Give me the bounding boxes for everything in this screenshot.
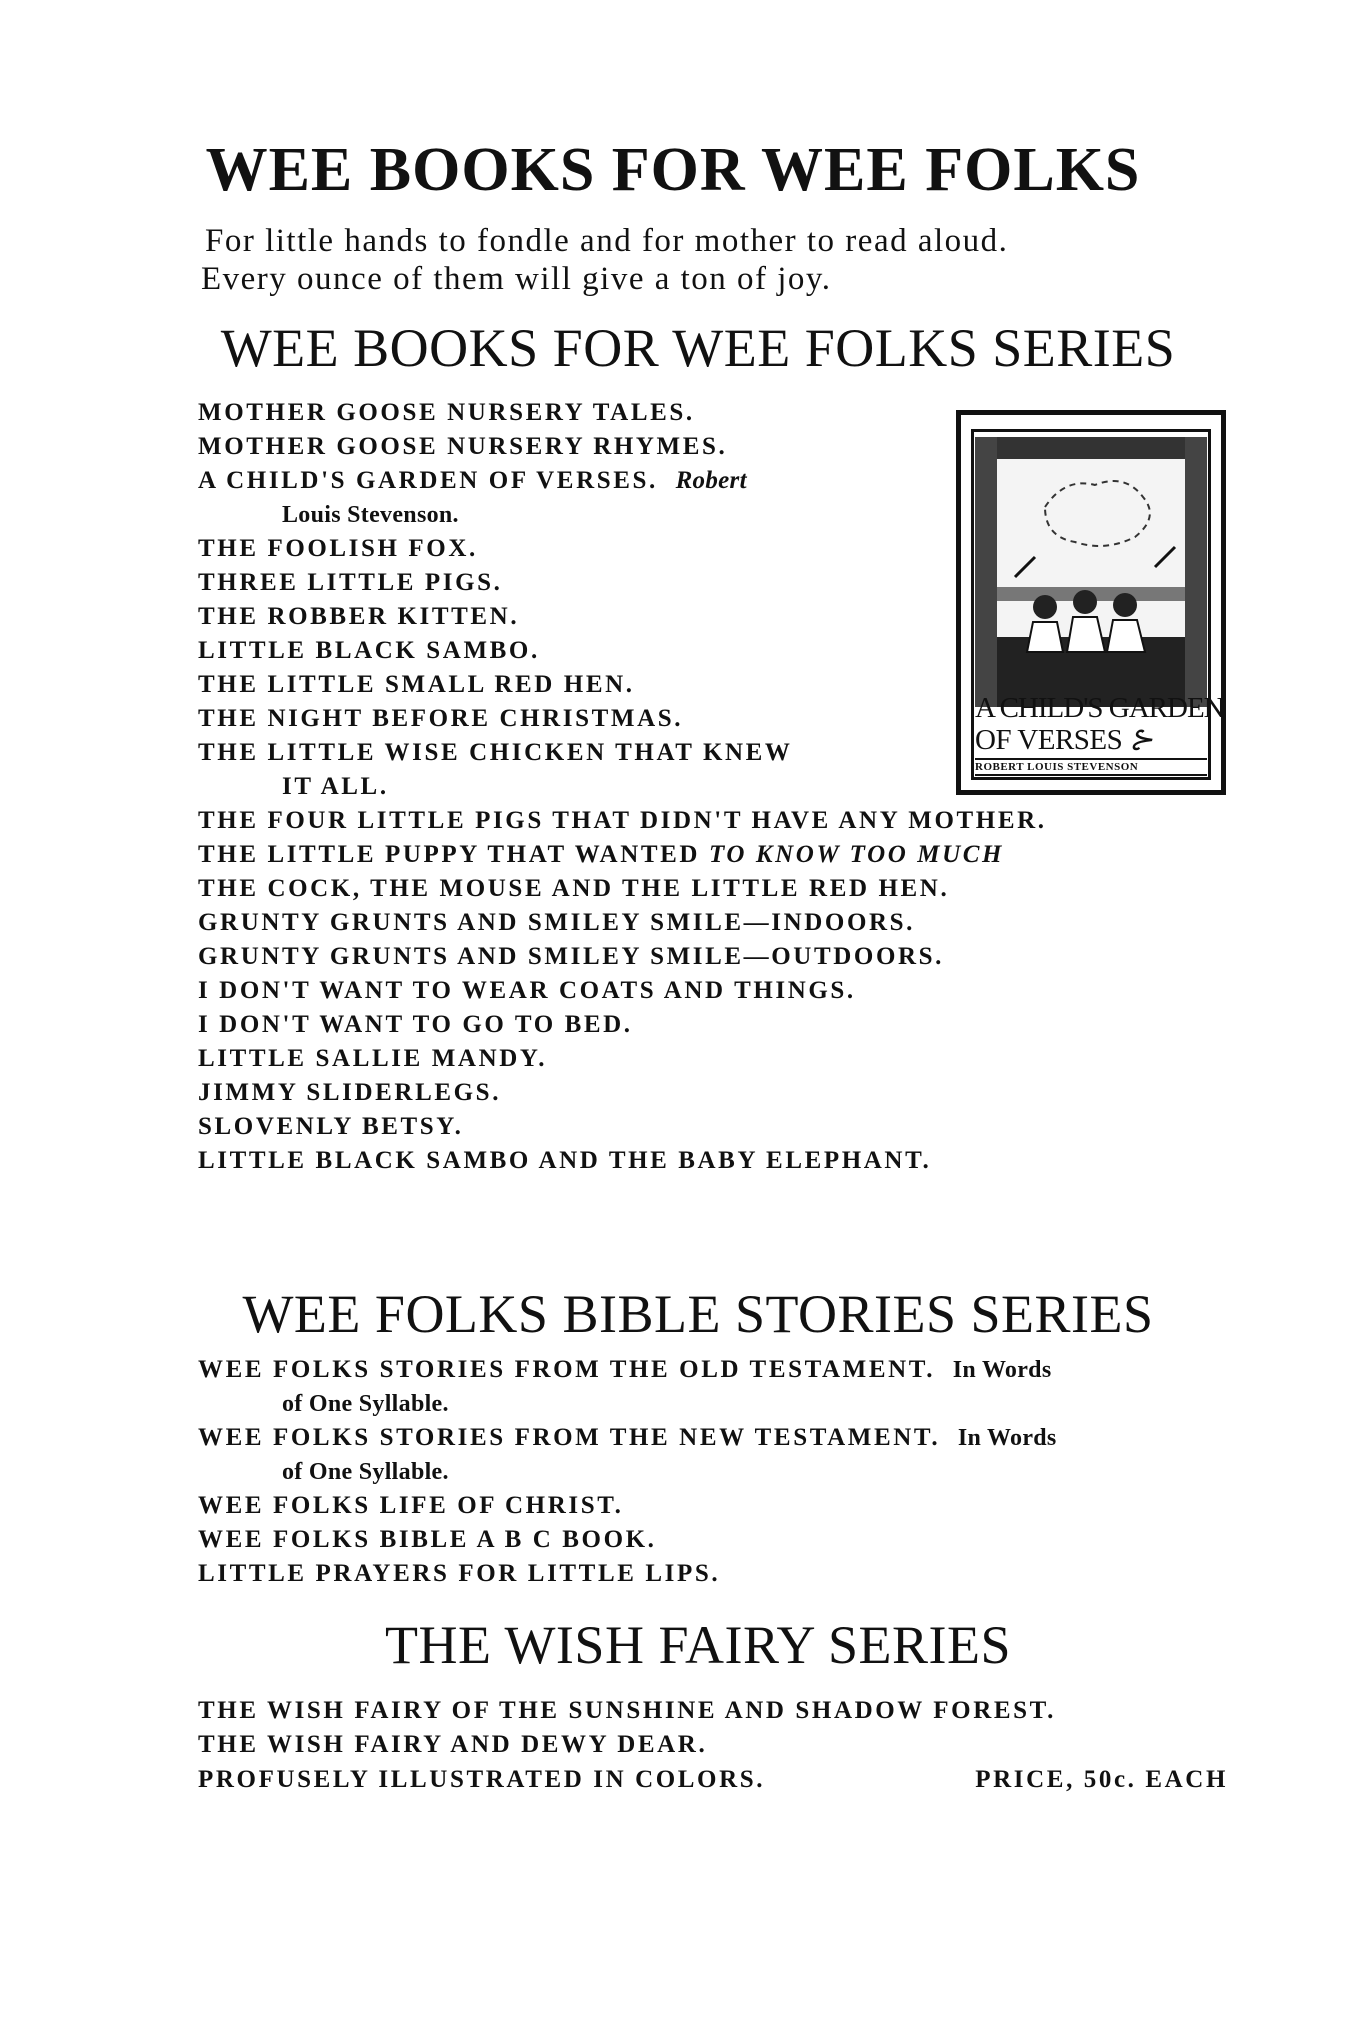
author-name-part2: Louis Stevenson. bbox=[282, 502, 459, 528]
list-item-continued bbox=[198, 1455, 1057, 1489]
list-item bbox=[198, 1421, 1057, 1455]
book-cover-author: ROBERT LOUIS STEVENSON bbox=[975, 758, 1207, 776]
book-cover-caption bbox=[975, 692, 1224, 776]
list-item-continued: IT ALL. bbox=[282, 773, 389, 800]
list-item-note: In Words bbox=[952, 1357, 1052, 1383]
footer bbox=[198, 1763, 1228, 1797]
list-item: MOTHER GOOSE NURSERY TALES. bbox=[198, 399, 695, 426]
list-item: WEE FOLKS BIBLE A B C BOOK. bbox=[198, 1526, 657, 1553]
author-name-part1: Robert bbox=[675, 467, 747, 494]
wish-fairy-list bbox=[198, 1694, 1056, 1762]
list-item-continued bbox=[198, 498, 1047, 532]
list-item: LITTLE BLACK SAMBO. bbox=[198, 637, 540, 664]
list-item-note: of One Syllable. bbox=[282, 1459, 449, 1485]
list-item bbox=[198, 1353, 1057, 1387]
wee-books-list bbox=[198, 396, 1047, 1178]
list-item-note: of One Syllable. bbox=[282, 1391, 449, 1417]
list-item: THE ROBBER KITTEN. bbox=[198, 603, 520, 630]
list-item bbox=[198, 838, 1047, 872]
list-item: THE NIGHT BEFORE CHRISTMAS. bbox=[198, 705, 684, 732]
list-item-continued bbox=[198, 1387, 1057, 1421]
list-item: THE COCK, THE MOUSE AND THE LITTLE RED HEN. bbox=[198, 875, 950, 902]
list-item: JIMMY SLIDERLEGS. bbox=[198, 1079, 502, 1106]
list-item: I DON'T WANT TO GO TO BED. bbox=[198, 1011, 633, 1038]
list-item: WEE FOLKS LIFE OF CHRIST. bbox=[198, 1492, 624, 1519]
list-item bbox=[198, 464, 1047, 498]
list-item-title: A CHILD'S GARDEN OF VERSES. bbox=[198, 467, 658, 494]
list-item: THE LITTLE WISE CHICKEN THAT KNEW bbox=[198, 739, 793, 766]
list-item: THE WISH FAIRY OF THE SUNSHINE AND SHADOW FOREST. bbox=[198, 1697, 1056, 1724]
intro-line-2: Every ounce of them will give a ton of joy. bbox=[201, 261, 832, 297]
list-item: THE LITTLE SMALL RED HEN. bbox=[198, 671, 635, 698]
book-cover-illustration bbox=[956, 410, 1226, 795]
intro-text bbox=[201, 222, 1009, 298]
list-item: MOTHER GOOSE NURSERY RHYMES. bbox=[198, 433, 728, 460]
list-item-italic: TO KNOW TOO MUCH bbox=[708, 841, 1005, 868]
intro-line-1: For little hands to fondle and for mother to read aloud. bbox=[205, 223, 1009, 259]
list-item: GRUNTY GRUNTS AND SMILEY SMILE—OUTDOORS. bbox=[198, 943, 944, 970]
list-item-title: WEE FOLKS STORIES FROM THE OLD TESTAMENT. bbox=[198, 1356, 936, 1383]
series-title-wee-books: WEE BOOKS FOR WEE FOLKS SERIES bbox=[220, 318, 1176, 378]
list-item: THE FOOLISH FOX. bbox=[198, 535, 478, 562]
list-item-note: In Words bbox=[957, 1425, 1057, 1451]
list-item: THE WISH FAIRY AND DEWY DEAR. bbox=[198, 1731, 708, 1758]
page-title: WEE BOOKS FOR WEE FOLKS bbox=[205, 136, 1141, 204]
series-title-bible-stories: WEE FOLKS BIBLE STORIES SERIES bbox=[242, 1284, 1154, 1344]
list-item: I DON'T WANT TO WEAR COATS AND THINGS. bbox=[198, 977, 856, 1004]
bible-stories-list bbox=[198, 1353, 1057, 1591]
book-cover-title-line1: A CHILD'S GARDEN bbox=[975, 692, 1224, 724]
children-dancing-illustration bbox=[975, 437, 1207, 707]
list-item: SLOVENLY BETSY. bbox=[198, 1113, 464, 1140]
footer-illustrated-note: PROFUSELY ILLUSTRATED IN COLORS. bbox=[198, 1766, 766, 1793]
list-item: LITTLE PRAYERS FOR LITTLE LIPS. bbox=[198, 1560, 721, 1587]
book-cover-title-line2: OF VERSES ⊱ bbox=[975, 724, 1153, 756]
price-label: PRICE, 50c. EACH bbox=[975, 1766, 1228, 1793]
list-item: THE FOUR LITTLE PIGS THAT DIDN'T HAVE ANY MOTHER. bbox=[198, 807, 1047, 834]
list-item: LITTLE SALLIE MANDY. bbox=[198, 1045, 548, 1072]
series-title-wish-fairy: THE WISH FAIRY SERIES bbox=[384, 1615, 1012, 1675]
list-item-title: THE LITTLE PUPPY THAT WANTED bbox=[198, 841, 701, 868]
list-item: THREE LITTLE PIGS. bbox=[198, 569, 503, 596]
list-item-title: WEE FOLKS STORIES FROM THE NEW TESTAMENT. bbox=[198, 1424, 941, 1451]
list-item: LITTLE BLACK SAMBO AND THE BABY ELEPHANT. bbox=[198, 1147, 932, 1174]
list-item: GRUNTY GRUNTS AND SMILEY SMILE—INDOORS. bbox=[198, 909, 916, 936]
